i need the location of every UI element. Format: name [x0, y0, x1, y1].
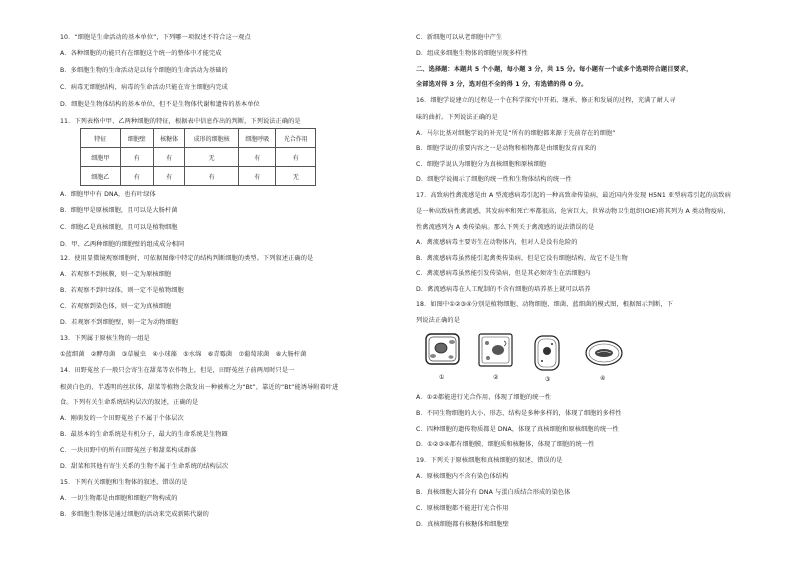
q17-stem-2: 是一种高致病性禽流感，其发病率和死亡率都很高，危害巨大。世界动物卫生组织(OIE)将其列为 A 类动物疫病， — [416, 208, 730, 215]
q15-stem: 15．下列有关细胞和生物体的叙述，错误的是 — [60, 479, 188, 486]
q11-option-a: A．细胞甲中有 DNA，也有叶绿体 — [60, 191, 156, 198]
q19-option-d: D．真核细胞都有核糖体和细胞壁 — [416, 521, 509, 528]
q16-option-c: C．细胞学说认为细胞分为真核细胞和原核细胞 — [416, 161, 547, 168]
q10-stem: 10．“细胞是生命活动的基本单位”，下列哪一项叙述不符合这一观点 — [60, 34, 251, 41]
q14-option-b: B．最基本的生命系统是有机分子，最大的生命系统是生物圈 — [60, 431, 228, 438]
table-cell: 有 — [238, 148, 275, 167]
table-header-cell: 光合作用 — [276, 129, 316, 148]
q18-option-c: C．四种细胞的遗传物质都是 DNA，体现了真核细胞和原核细胞的统一性 — [416, 426, 619, 433]
q10-option-d: D．细胞是生物体结构的基本单位，但不是生物体代谢和遗传的基本单位 — [60, 101, 260, 108]
bacteria-figure — [530, 333, 564, 373]
q17-stem-3: 性禽流感列为 A 类传染病。那么下列关于禽流感的说法错误的是 — [416, 224, 595, 231]
table-cell: 无 — [276, 167, 316, 186]
q14-stem-2: 根黄白色的、半透明的丝状体，甜菜等植物会散发出一种被称之为“Bt”，靠近的“Bt”能诱导附着叶进 — [60, 384, 339, 391]
q19-option-a: A．原核细胞内不含有染色体结构 — [416, 473, 509, 480]
q11-stem: 11．下列表格中甲、乙两种细胞的特征，根据表中信息作出的判断，下列说法正确的是 — [60, 118, 301, 125]
q16-option-d: D．细胞学说揭示了细胞的统一性和生物体结构的统一性 — [416, 176, 572, 183]
q10-option-a: A．各种细胞的功能只有在细胞这个统一的整体中才能完成 — [60, 50, 222, 57]
table-cell: 细胞乙 — [81, 167, 121, 186]
table-header-cell: 细胞壁 — [120, 129, 153, 148]
q18-option-b: B．不同生物细胞的大小、形态、结构是多种多样的，体现了细胞的多样性 — [416, 410, 622, 417]
q14-option-c: C．一块田野中的所有田野菟丝子和甜菜构成群落 — [60, 447, 197, 454]
q18-option-d: D．①②③④都有细胞膜、细胞质和核糖体，体现了细胞的统一性 — [416, 441, 595, 448]
plant-cell-figure — [424, 331, 462, 369]
q16-option-b: B．细胞学说的重要内容之一是动物和植物都是由细胞发育而来的 — [416, 145, 597, 152]
q17-option-a: A．禽流感病毒主要寄生在动物体内，但对人是没有危险的 — [416, 239, 578, 246]
table-header-cell: 成形的细胞核 — [185, 129, 239, 148]
q16-stem-2: 味的曲折。下列说法正确的是 — [416, 114, 498, 121]
q15-option-a: A．一切生物都是由细胞和细胞产物构成的 — [60, 495, 178, 502]
q12-stem: 12．使用显微镜观察细胞时，可依据图像中特定的结构判断细胞的类型。下列叙述正确的是 — [60, 255, 314, 262]
q19-option-b: B．真核细胞大部分有 DNA 与蛋白质结合形成的染色体 — [416, 489, 571, 496]
animal-cell-figure — [476, 331, 516, 371]
table-cell: 有 — [153, 167, 184, 186]
section2-instructions-2: 全部选对得 3 分，选对但不全的得 1 分，有选错的得 0 分。 — [416, 81, 588, 88]
table-header-cell: 特征 — [81, 129, 121, 148]
figure-label-2: ② — [493, 374, 499, 381]
q12-option-d: D．若观察不到细胞壁，则一定为动物细胞 — [60, 319, 179, 326]
q19-option-c: C．原核细胞都不能进行光合作用 — [416, 505, 509, 512]
q10-option-c: C．病毒无细胞结构，病毒的生命活动只能在寄主细胞内完成 — [60, 84, 228, 91]
table-cell: 有 — [238, 167, 275, 186]
q11-option-c: C．细胞乙是真核细胞，且可以是植物细胞 — [60, 224, 178, 231]
q15-option-b: B．多细胞生物体是通过细胞的活动来完成新陈代谢的 — [60, 511, 209, 518]
figure-label-4: ④ — [600, 375, 606, 382]
table-cell: 无 — [185, 148, 239, 167]
q11-option-b: B．细胞甲是原核细胞，且可以是大肠杆菌 — [60, 207, 178, 214]
table-cell: 有 — [185, 167, 239, 186]
q14-option-d: D．甜菜和其他有寄生关系的生物不属于生命系统的结构层次 — [60, 463, 229, 470]
q14-option-a: A．刚萌发的一个田野菟丝子不属于个体层次 — [60, 415, 184, 422]
q18-stem-2: 列说法正确的是 — [416, 317, 461, 324]
table-header-cell: 核糖体 — [153, 129, 184, 148]
table-row — [81, 167, 316, 186]
cyanobacteria-figure — [584, 338, 624, 368]
table-cell: 有 — [120, 148, 153, 167]
q12-option-c: C．若观察到染色体，则一定为真核细胞 — [60, 303, 172, 310]
q17-stem-1: 17．高致病性禽流感是由 A 型流感病毒引起的一种高致命传染病，最近国内外发现 H5N1 亚型病毒引起的高致病 — [416, 192, 731, 199]
q11-table — [80, 128, 316, 186]
q15-option-c: C．新细胞可以从老细胞中产生 — [416, 34, 503, 41]
q14-stem-1: 14．田野菟丝子一般只会寄生在甜菜等农作物上，但是，田野菟丝子前两周时只是一 — [60, 367, 295, 374]
q17-option-c: C．禽流感病毒虽然能引发传染病，但是其必须寄生在活细胞内 — [416, 270, 591, 277]
q14-stem-3: 食。下列有关生命系统结构层次的叙述，正确的是 — [60, 399, 199, 406]
table-cell: 有 — [276, 148, 316, 167]
q12-option-b: B．若观察不到叶绿体，则一定不是植物细胞 — [60, 287, 184, 294]
table-header-cell: 细胞呼吸 — [238, 129, 275, 148]
q16-option-a: A．马尔比基对细胞学说的补充是“所有的细胞都来源于先前存在的细胞” — [416, 130, 616, 137]
q17-option-b: B．禽流感病毒虽然能引起禽类传染病，但是它没有细胞结构，故它不是生物 — [416, 255, 628, 262]
q16-stem-1: 16．细胞学说建立的过程是一个在科学探究中开拓、继承、修正和发展的过程，充满了耐人寻 — [416, 97, 676, 104]
q13-items: ①蓝细菌 ②酵母菌 ③草履虫 ④小球藻 ⑤水绵 ⑥青霉菌 ⑦葡萄球菌 ⑧大肠杆菌 — [60, 351, 307, 358]
table-row — [81, 148, 316, 167]
q13-stem: 13．下列属于原核生物的一组是 — [60, 335, 150, 342]
q12-option-a: A．若观察不到核膜，则一定为原核细胞 — [60, 271, 172, 278]
q11-option-d: D．甲、乙两种细胞的细胞壁的组成成分相同 — [60, 241, 185, 248]
figure-label-1: ① — [439, 374, 445, 381]
section2-instructions-1: 二、选择题：本题共 5 个小题，每小题 3 分，共 15 分。每小题有一个或多个选项符合题目要求， — [416, 66, 693, 73]
figure-label-3: ③ — [545, 376, 551, 383]
q19-stem: 19．下列关于原核细胞和真核细胞的叙述，错误的是 — [416, 457, 563, 464]
table-cell: 有 — [153, 148, 184, 167]
q18-stem-1: 18．如图中①②③④分别是植物细胞、动物细胞、细菌、蓝细菌的模式图，根据图示判断，下 — [416, 301, 674, 308]
q17-option-d: D．禽流感病毒在人工配制的不含有细胞的培养基上就可以培养 — [416, 286, 591, 293]
table-cell: 有 — [120, 167, 153, 186]
q10-option-b: B．多细胞生物的生命活动是以每个细胞的生命活动为基础的 — [60, 67, 228, 74]
q18-option-a: A．①②都能进行光合作用，体现了细胞的统一性 — [416, 394, 552, 401]
table-cell: 细胞甲 — [81, 148, 121, 167]
q15-option-d: D．组成多细胞生物体的细胞呈现多样性 — [416, 50, 528, 57]
table-header-row — [81, 129, 316, 148]
